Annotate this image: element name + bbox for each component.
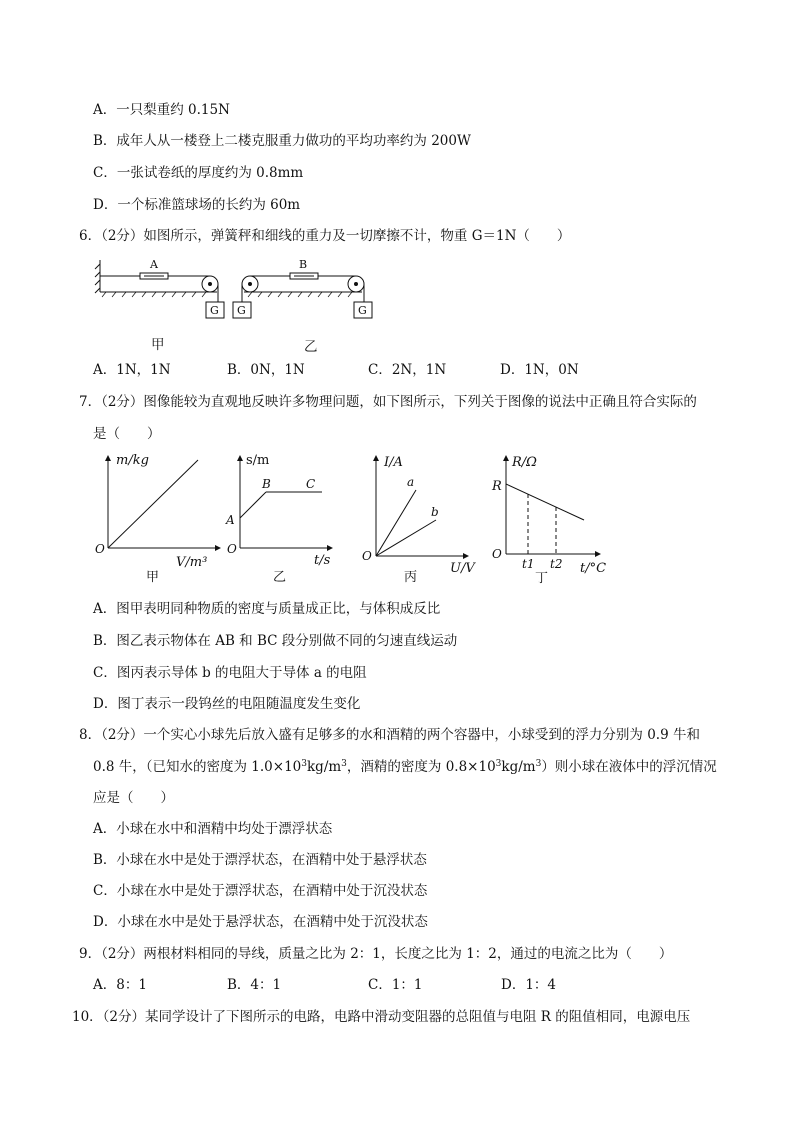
q8-option-b: B．小球在水中是处于漂浮状态，在酒精中处于悬浮状态 [93,852,427,868]
q7-stem-line1: 7．（2分）图像能较为直观地反映许多物理问题，如下图所示，下列关于图像的说法中正确且符合实际的 [79,394,697,410]
graph-yi-point-a: A [226,513,235,527]
q5-option-b: B．成年人从一楼登上二楼克服重力做功的平均功率约为 200W [93,133,471,149]
q7-option-d: D．图丁表示一段钨丝的电阻随温度发生变化 [93,696,361,712]
q6-figure [92,252,382,324]
graph-yi-x-label: t/s [314,553,331,568]
q6-caption-jia: 甲 [151,337,165,353]
q10-stem: 10．（2分）某同学设计了下图所示的电路，电路中滑动变阻器的总阻值与电阻 R 的阻值相同，电源电压 [72,1009,691,1025]
graph-yi-origin: O [227,542,237,556]
graph-ding-origin: O [492,547,502,561]
q6-option-b: B．0N，1N [227,362,305,378]
q9-option-d: D．1：4 [501,977,557,993]
q6-scale-b-label: B [299,258,308,271]
graph-jia [108,456,220,548]
q7-option-b: B．图乙表示物体在 AB 和 BC 段分别做不同的匀速直线运动 [93,633,458,649]
graph-bing-x-label: U/V [450,561,475,576]
q6-weight-label: G [358,304,367,317]
q8-stem-part: 0.8 牛，（已知水的密度为 1.0×10 [93,759,302,775]
graph-ding-y-label: R/Ω [512,455,537,470]
q6-weight-label: G [237,304,246,317]
graph-ding-t2: t2 [550,557,563,571]
q8-sup: 3 [341,759,347,769]
q9-option-c: C．1：1 [368,977,423,993]
q7-option-a: A．图甲表明同种物质的密度与质量成正比，与体积成反比 [93,601,441,617]
graph-ding-caption: 丁 [535,571,549,586]
graph-yi-y-label: s/m [246,453,270,468]
q8-stem-part: ，酒精的密度为 0.8×10 [346,759,496,775]
q8-option-c: C．小球在水中是处于漂浮状态，在酒精中处于沉没状态 [93,883,428,899]
q5-option-c: C．一张试卷纸的厚度约为 0.8mm [93,165,304,181]
q6-option-c: C．2N，1N [368,362,447,378]
graph-ding [506,456,600,554]
graph-bing-line-b: b [431,505,439,519]
q9-stem: 9．（2分）两根材料相同的导线，质量之比为 2：1，长度之比为 1：2，通过的电流之比为（ ） [79,946,673,962]
graph-yi-point-b: B [262,477,271,491]
graph-jia-x-label: V/m³ [176,555,208,570]
graph-bing-y-label: I/A [384,455,403,470]
q8-stem-line2 [93,758,717,776]
q9-option-a: A．8：1 [93,977,147,993]
q6-figure-jia [95,260,224,318]
graph-yi [240,456,332,548]
q9-option-b: B．4：1 [227,977,282,993]
graph-yi-caption: 乙 [273,570,287,585]
q6-caption-yi: 乙 [304,339,318,355]
q7-graphs [90,448,630,588]
q6-scale-a-label: A [150,258,158,271]
q5-option-d: D．一个标准篮球场的长约为 60m [93,197,301,213]
q8-option-a: A．小球在水中和酒精中均处于漂浮状态 [93,821,333,837]
q8-stem-part: kg/m [501,759,536,775]
q7-option-c: C．图丙表示导体 b 的电阻大于导体 a 的电阻 [93,665,367,681]
q6-figure-yi [233,273,372,318]
graph-yi-point-c: C [306,477,316,491]
q8-sup: 3 [301,759,307,769]
q6-option-a: A．1N，1N [93,362,171,378]
q8-stem-part: kg/m [307,759,342,775]
graph-ding-x-label: t/°C [580,561,607,576]
graph-bing-origin: O [362,549,372,563]
q8-sup: 3 [535,759,542,769]
q8-stem-part: ）则小球在液体中的浮沉情况 [541,759,717,775]
q6-stem: 6．（2分）如图所示，弹簧秤和细线的重力及一切摩擦不计，物重 G＝1N（ ） [79,228,571,244]
graph-jia-y-label: m/kg [116,453,149,468]
q8-sup: 3 [495,759,502,769]
graph-jia-origin: O [95,542,105,556]
q7-stem-line2: 是（ ） [93,426,161,442]
graph-bing [376,456,468,556]
graph-bing-line-a: a [407,475,415,489]
q6-weight-label: G [210,304,219,317]
q8-option-d: D．小球在水中是处于悬浮状态，在酒精中处于沉没状态 [93,914,428,930]
graph-ding-r-label: R [492,479,502,494]
q6-option-d: D．1N，0N [500,362,579,378]
q8-stem-line3: 应是（ ） [93,790,174,806]
q5-option-a: A．一只梨重约 0.15N [93,102,230,118]
graph-ding-t1: t1 [522,557,535,571]
q8-stem-line1: 8．（2分）一个实心小球先后放入盛有足够多的水和酒精的两个容器中，小球受到的浮力分别为 0.9 牛和 [79,727,700,743]
graph-bing-caption: 丙 [404,570,418,585]
graph-jia-caption: 甲 [146,570,160,585]
